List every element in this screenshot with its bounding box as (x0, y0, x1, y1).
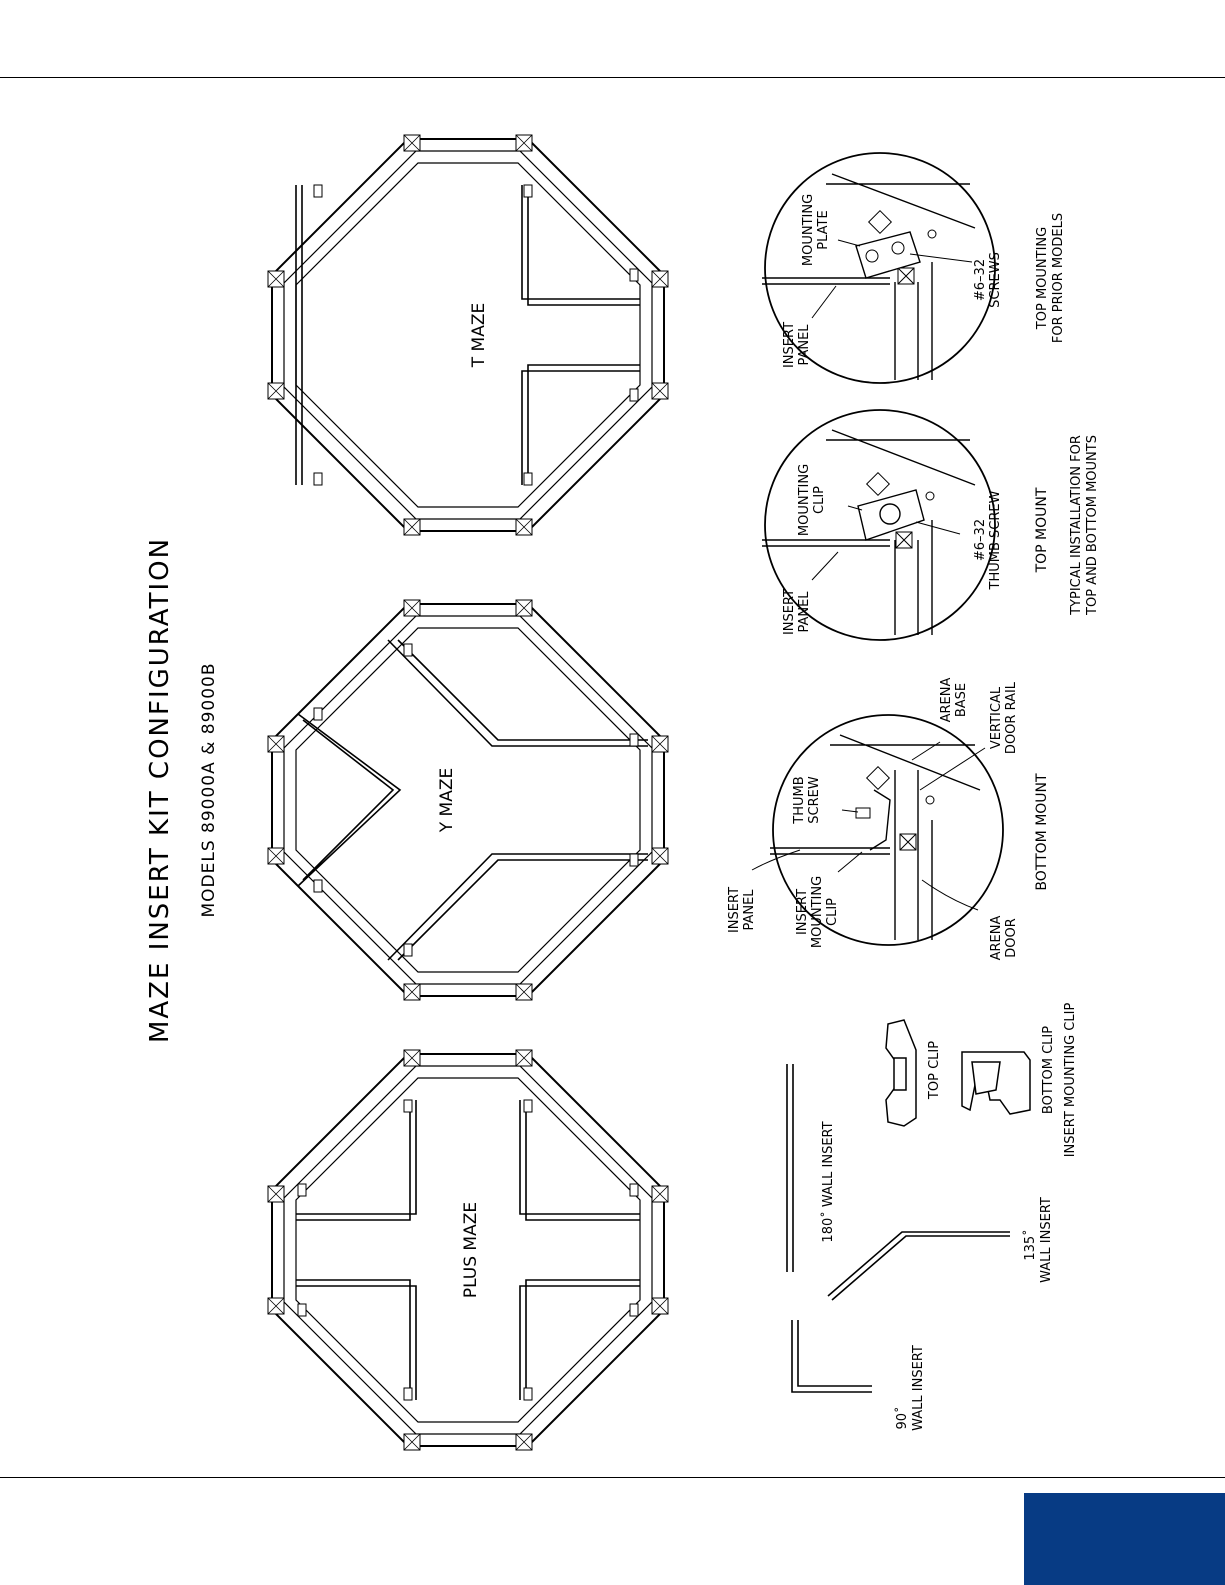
tm-insert-panel-2: PANEL (797, 591, 812, 633)
page-subtitle: MODELS 89000A & 89000B (199, 662, 219, 918)
t-maze-diagram (268, 135, 668, 535)
bm-door-rail-2: DOOR RAIL (1004, 681, 1019, 755)
tm-thumb-screw-1: #6–32 (973, 518, 988, 562)
plus-maze-diagram (268, 1050, 668, 1450)
insert-mounting-clip-caption: INSERT MOUNTING CLIP (1063, 1002, 1078, 1158)
y-maze-label: Y MAZE (437, 767, 457, 833)
plus-maze-label: PLUS MAZE (461, 1201, 481, 1299)
bm-insert-panel-1: INSERT (727, 886, 742, 934)
wall-insert-135-label-2: WALL INSERT (1039, 1197, 1054, 1283)
wall-insert-90 (792, 1320, 872, 1392)
top-mounting-prior-caption-2: FOR PRIOR MODELS (1051, 212, 1066, 344)
tp-insert-panel-2: PANEL (797, 324, 812, 366)
top-mount-note-2: TOP AND BOTTOM MOUNTS (1085, 435, 1100, 615)
top-clip-illustration (886, 1020, 916, 1126)
wall-insert-180 (787, 1064, 793, 1272)
bottom-clip-illustration (962, 1052, 1030, 1114)
bm-arena-door-1: ARENA (989, 915, 1004, 961)
top-mount-caption: TOP MOUNT (1034, 487, 1050, 573)
bm-insert-panel-2: PANEL (742, 889, 757, 931)
bm-mounting-clip-3: CLIP (825, 898, 840, 926)
tm-thumb-screw-2: THUMB SCREW (988, 490, 1003, 590)
top-mounting-prior-caption-1: TOP MOUNTING (1035, 226, 1050, 330)
bottom-clip-label: BOTTOM CLIP (1041, 1025, 1056, 1115)
bm-thumb-screw-2: SCREW (807, 776, 822, 824)
bm-thumb-screw-1: THUMB (792, 776, 807, 824)
wall-insert-90-label-1: 90˚ (895, 1406, 910, 1430)
tm-mounting-clip-2: CLIP (812, 486, 827, 514)
top-clip-label: TOP CLIP (927, 1040, 942, 1100)
wall-insert-180-label: 180˚ WALL INSERT (821, 1121, 836, 1243)
page-title: MAZE INSERT KIT CONFIGURATION (145, 536, 175, 1044)
top-mount-note-1: TYPICAL INSTALLATION FOR (1069, 435, 1084, 615)
bm-mounting-clip-2: MOUNTING (810, 875, 825, 949)
bm-arena-base-2: BASE (954, 682, 969, 718)
bm-mounting-clip-1: INSERT (795, 888, 810, 936)
wall-insert-135-label-1: 135˚ (1023, 1229, 1038, 1261)
wall-insert-90-label-2: WALL INSERT (911, 1345, 926, 1431)
bottom-mount-detail (752, 715, 1003, 945)
tp-insert-panel-1: INSERT (782, 321, 797, 369)
bm-arena-door-2: DOOR (1004, 918, 1019, 958)
bm-door-rail-1: VERTICAL (989, 686, 1004, 750)
tp-mounting-plate-2: PLATE (816, 210, 831, 250)
t-maze-label: T MAZE (469, 302, 489, 368)
bm-arena-base-1: ARENA (939, 677, 954, 723)
tp-mounting-plate-1: MOUNTING (801, 193, 816, 267)
tm-insert-panel-1: INSERT (782, 588, 797, 636)
bottom-mount-caption: BOTTOM MOUNT (1034, 773, 1050, 891)
tp-screws-1: #6–32 (973, 258, 988, 302)
tm-mounting-clip-1: MOUNTING (797, 463, 812, 537)
y-maze-diagram (268, 600, 668, 1000)
wall-insert-135 (828, 1232, 1010, 1300)
tp-screws-2: SCREWS (988, 252, 1003, 308)
